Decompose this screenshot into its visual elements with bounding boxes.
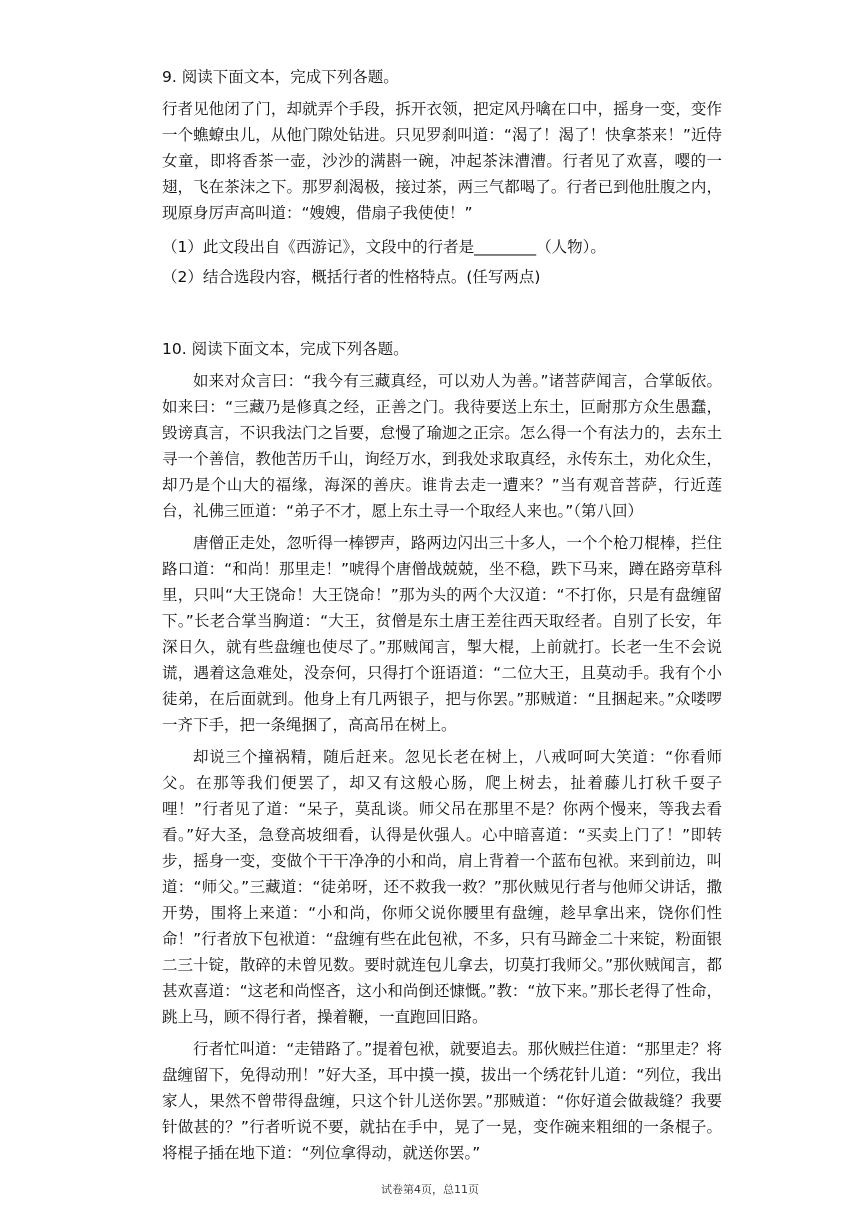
question-10-paragraph-2: 唐僧正走处，忽听得一棒锣声，路两边闪出三十多人，一个个枪刀棍棒，拦住路口道：“和尚！那里走！”唬得个唐僧战兢兢，坐不稳，跌下马来，蹲在路旁草科里，只叫“大王饶命！大王饶命！”那为头的两个大汉道：“不打你，只是有盘缠留下。”长老合掌当胸道：“大王，贫僧是东土唐王差往西天取经者。自别了长安，年深日久，就有些盘缠也使尽了。”那贼闻言，掣大棍，上前就打。长老一生不会说谎，遇着这急难处，没奈何，只得打个诳语道：“二位大王，且莫动手。我有个小徒弟，在后面就到。他身上有几两银子，把与你罢。”那贼道：“且捆起来。”众喽啰一齐下手，把一条绳捆了，高高吊在树上。: [162, 534, 722, 734]
question-10-paragraph-4: 行者忙叫道：“走错路了。”提着包袱，就要追去。那伙贼拦住道：“那里走？将盘缠留下，免得动刑！”好大圣，耳中摸一摸，拔出一个绣花针儿道：“列位，我出家人，果然不曾带得盘缠，只这个针儿送你罢。”那贼道：“你好道会做裁缝？我要针做甚的？”行者听说不要，就拈在手中，晃了一晃，变作碗来粗细的一条棍子。将棍子插在地下道：“列位拿得动，就送你罢。”: [162, 1040, 722, 1162]
question-9: [162, 64, 722, 290]
question-10-paragraph-3: 却说三个撞祸精，随后赶来。忽见长老在树上，八戒呵呵大笑道：“你看师父。在那等我们便罢了，却又有这般心肠，爬上树去，扯着藤儿打秋千耍子哩！”行者见了道：“呆子，莫乱谈。师父吊在那里不是？你两个慢来，等我去看看。”好大圣，急登高坡细看，认得是伙强人。心中暗喜道：“买卖上门了！”即转步，摇身一变，变做个干干净净的小和尚，肩上背着一个蓝布包袱。来到前边，叫道：“师父。”三藏道：“徒弟呀，还不救我一救？”那伙贼见行者与他师父讲话，撒开势，围将上来道：“小和尚，你师父说你腰里有盘缠，趁早拿出来，饶你们性命！”行者放下包袱道：“盘缠有些在此包袱，不多，只有马蹄金二十来锭，粉面银二三十锭，散碎的未曾见数。要时就连包儿拿去，切莫打我师父。”那伙贼闻言，都甚欢喜道：“这老和尚悭吝，这小和尚倒还慷慨。”教：“放下来。”那长老得了性命，跳上马，顾不得行者，操着鞭，一直跑回旧路。: [162, 748, 722, 1026]
question-10-paragraph-1: 如来对众言曰：“我今有三藏真经，可以劝人为善。”诸菩萨闻言，合掌皈依。如来曰：“三藏乃是修真之经，正善之门。我待要送上东土，叵耐那方众生愚蠢，毁谤真言，不识我法门之旨要，怠慢了瑜迦之正宗。怎么得一个有法力的，去东土寻一个善信，教他苦历千山，询经万水，到我处求取真经，永传东土，劝化众生，却乃是个山大的福缘，海深的善庆。谁肯去走一遭来？”当有观音菩萨，行近莲台，礼佛三匝道：“弟子不才，愿上东土寻一个取经人来也。”（第八回）: [162, 372, 722, 520]
question-9-part-2: （2）结合选段内容，概括行者的性格特点。(任写两点): [162, 268, 541, 286]
question-10: [162, 336, 722, 1166]
question-9-part-1: （1）此文段出自《西游记》，文段中的行者是________（人物）。: [162, 238, 606, 256]
question-9-heading: 9. 阅读下面文本，完成下列各题。: [162, 68, 399, 86]
page-footer: 试卷第4页，总11页: [381, 1183, 479, 1196]
question-9-passage: 行者见他闭了门，却就弄个手段，拆开衣领，把定风丹噙在口中，摇身一变，变作一个蟭蟟虫儿，从他门隙处钻进。只见罗刹叫道：“渴了！渴了！快拿茶来！”近侍女童，即将香茶一壶，沙沙的满斟一碗，冲起茶沫漕漕。行者见了欢喜，嘤的一翅，飞在茶沫之下。那罗刹渴极，接过茶，两三气都喝了。行者已到他肚腹之内，现原身厉声高叫道：“嫂嫂，借扇子我使使！”: [162, 100, 722, 222]
question-10-heading: 10. 阅读下面文本，完成下列各题。: [162, 340, 409, 358]
